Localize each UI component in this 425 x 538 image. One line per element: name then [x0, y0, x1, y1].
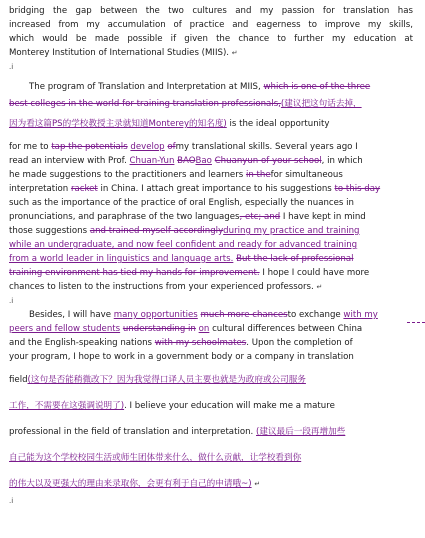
paragraph-3: [9, 308, 413, 494]
paragraph-mark: ↵: [231, 49, 238, 57]
text-line: [9, 448, 413, 468]
text-line: [9, 94, 413, 114]
text-line: 因为看这篇PS的学校教授主录就知道Monterey的知名度) is the ideal opportunity: [9, 119, 330, 129]
inserted-comment: (建议最后一段再增加些: [256, 427, 346, 437]
deleted-text: Chuanyun of your school: [214, 156, 322, 166]
text-line: he made suggestions to the practitioners and learners in thefor simultaneous: [9, 170, 343, 180]
deleted-text: understanding in: [122, 324, 196, 334]
inserted-comment: (建议把这句话去掉，: [280, 99, 362, 109]
paragraph-1: [9, 4, 413, 60]
inserted-text: Bao: [195, 156, 212, 166]
text-line: chances to listen to the instructions from your experienced professors. ↵: [9, 282, 323, 292]
deleted-text: which is one of the three: [263, 82, 371, 92]
inserted-text: during my practice and training: [223, 226, 360, 236]
text-line: your program, I hope to work in a government body or a company in translation: [9, 352, 354, 362]
empty-line: [9, 294, 413, 308]
text-line: professional in the field of translation and interpretation. (建议最后一段再增加些: [9, 427, 346, 437]
text-line: The program of Translation and Interpretation at MIIS, which is one of the three: [29, 82, 371, 92]
text-line: [9, 474, 413, 494]
deleted-text: training environment has tied my hands for improvement.: [9, 268, 260, 278]
inserted-comment: 因为看这篇PS的学校教授主录就知道Monterey的知名度): [9, 119, 227, 129]
inserted-text: many opportunities: [113, 310, 198, 320]
paragraph-2: [9, 80, 413, 294]
paragraph-mark: ↵: [316, 283, 323, 291]
deleted-text: in the: [245, 170, 271, 180]
inserted-comment: 自己能为这个学校校园生活或师生团体带来什么，做什么贡献，让学校看到你: [9, 453, 302, 463]
text-line: for me to tap the potentials develop ofmy translational skills. Several years ago I: [9, 142, 358, 152]
inserted-comment: (这句是否能稍微改下？因为我觉得口译人员主要也就是为政府或公司服务: [27, 375, 306, 385]
inserted-text: develop: [130, 142, 165, 152]
text-line: Besides, I will have many opportunities much more chancesto exchange with my: [29, 310, 378, 320]
paragraph-mark: ↵: [254, 480, 261, 488]
deleted-text: to this day: [334, 184, 381, 194]
text-line: training environment has tied my hands for improvement. I hope I could have more: [9, 268, 370, 278]
inserted-text: peers and fellow students: [9, 324, 121, 334]
inserted-text: on: [198, 324, 210, 334]
deleted-text: best colleges in the world for training translation professionals,: [9, 99, 281, 109]
text-line: read an interview with Prof. Chuan-Yun BAOBao Chuanyun of your school, in which: [9, 156, 363, 166]
text-line: Monterey Institution of International Studies (MIIS). ↵: [9, 48, 238, 58]
text-line: pronunciations, and paraphrase of the two languages, etc; and I have kept in mind: [9, 212, 366, 222]
text-line: bridging the gap between the two cultures and my passion for translation has: [9, 6, 413, 16]
inserted-text: with my: [343, 310, 378, 320]
text-line: [9, 252, 413, 266]
inserted-text: Chuan-Yun: [129, 156, 175, 166]
deleted-text: with my schoolmates: [154, 338, 247, 348]
deleted-text: tap the potentials: [51, 142, 128, 152]
text-line: peers and fellow students understanding in on cultural differences between China: [9, 324, 363, 334]
text-line: increased from my accumulation of practice and eagerness to improve my skills,: [9, 20, 413, 30]
empty-line: [9, 60, 413, 74]
text-line: 工作，不需要在这强调说明了). I believe your education will make me a mature: [9, 401, 335, 411]
paragraph-mark: .i: [9, 297, 14, 305]
text-line: such as the importance of the practice of oral English, especially the nuances in: [9, 198, 354, 208]
deleted-text: But the lack of professional: [236, 254, 354, 264]
deleted-text: racket: [70, 184, 98, 194]
inserted-comment: 工作，不需要在这强调说明了): [9, 401, 125, 411]
text-line: interpretation racket in China. I attach great importance to his suggestions to this day: [9, 184, 381, 194]
text-line: and the English-speaking nations with my schoolmates. Upon the completion of: [9, 338, 353, 348]
text-line: [9, 238, 413, 252]
text-line: those suggestions and trained myself accordinglyduring my practice and training: [9, 226, 360, 236]
deleted-text: of: [167, 142, 176, 152]
text-line: which would be made possible if given the chance to further my education at: [9, 34, 413, 44]
deleted-text: BAO: [177, 156, 196, 166]
deleted-text: , etc; and: [239, 212, 281, 222]
deleted-text: and trained myself accordingly: [89, 226, 224, 236]
inserted-text: while an undergraduate, and now feel confident and ready for advanced training: [9, 240, 358, 250]
revision-marker: [407, 322, 425, 323]
text-line: field(这句是否能稍微改下？因为我觉得口译人员主要也就是为政府或公司服务: [9, 375, 306, 385]
empty-line: [9, 494, 413, 508]
deleted-text: much more chances: [200, 310, 288, 320]
inserted-text: from a world leader in linguistics and language arts.: [9, 254, 234, 264]
paragraph-mark: .i: [9, 63, 14, 71]
paragraph-mark: .i: [9, 497, 14, 505]
inserted-comment: 的伟大以及更强大的理由来录取你，会更有利于自己的申请哦~): [9, 479, 252, 489]
